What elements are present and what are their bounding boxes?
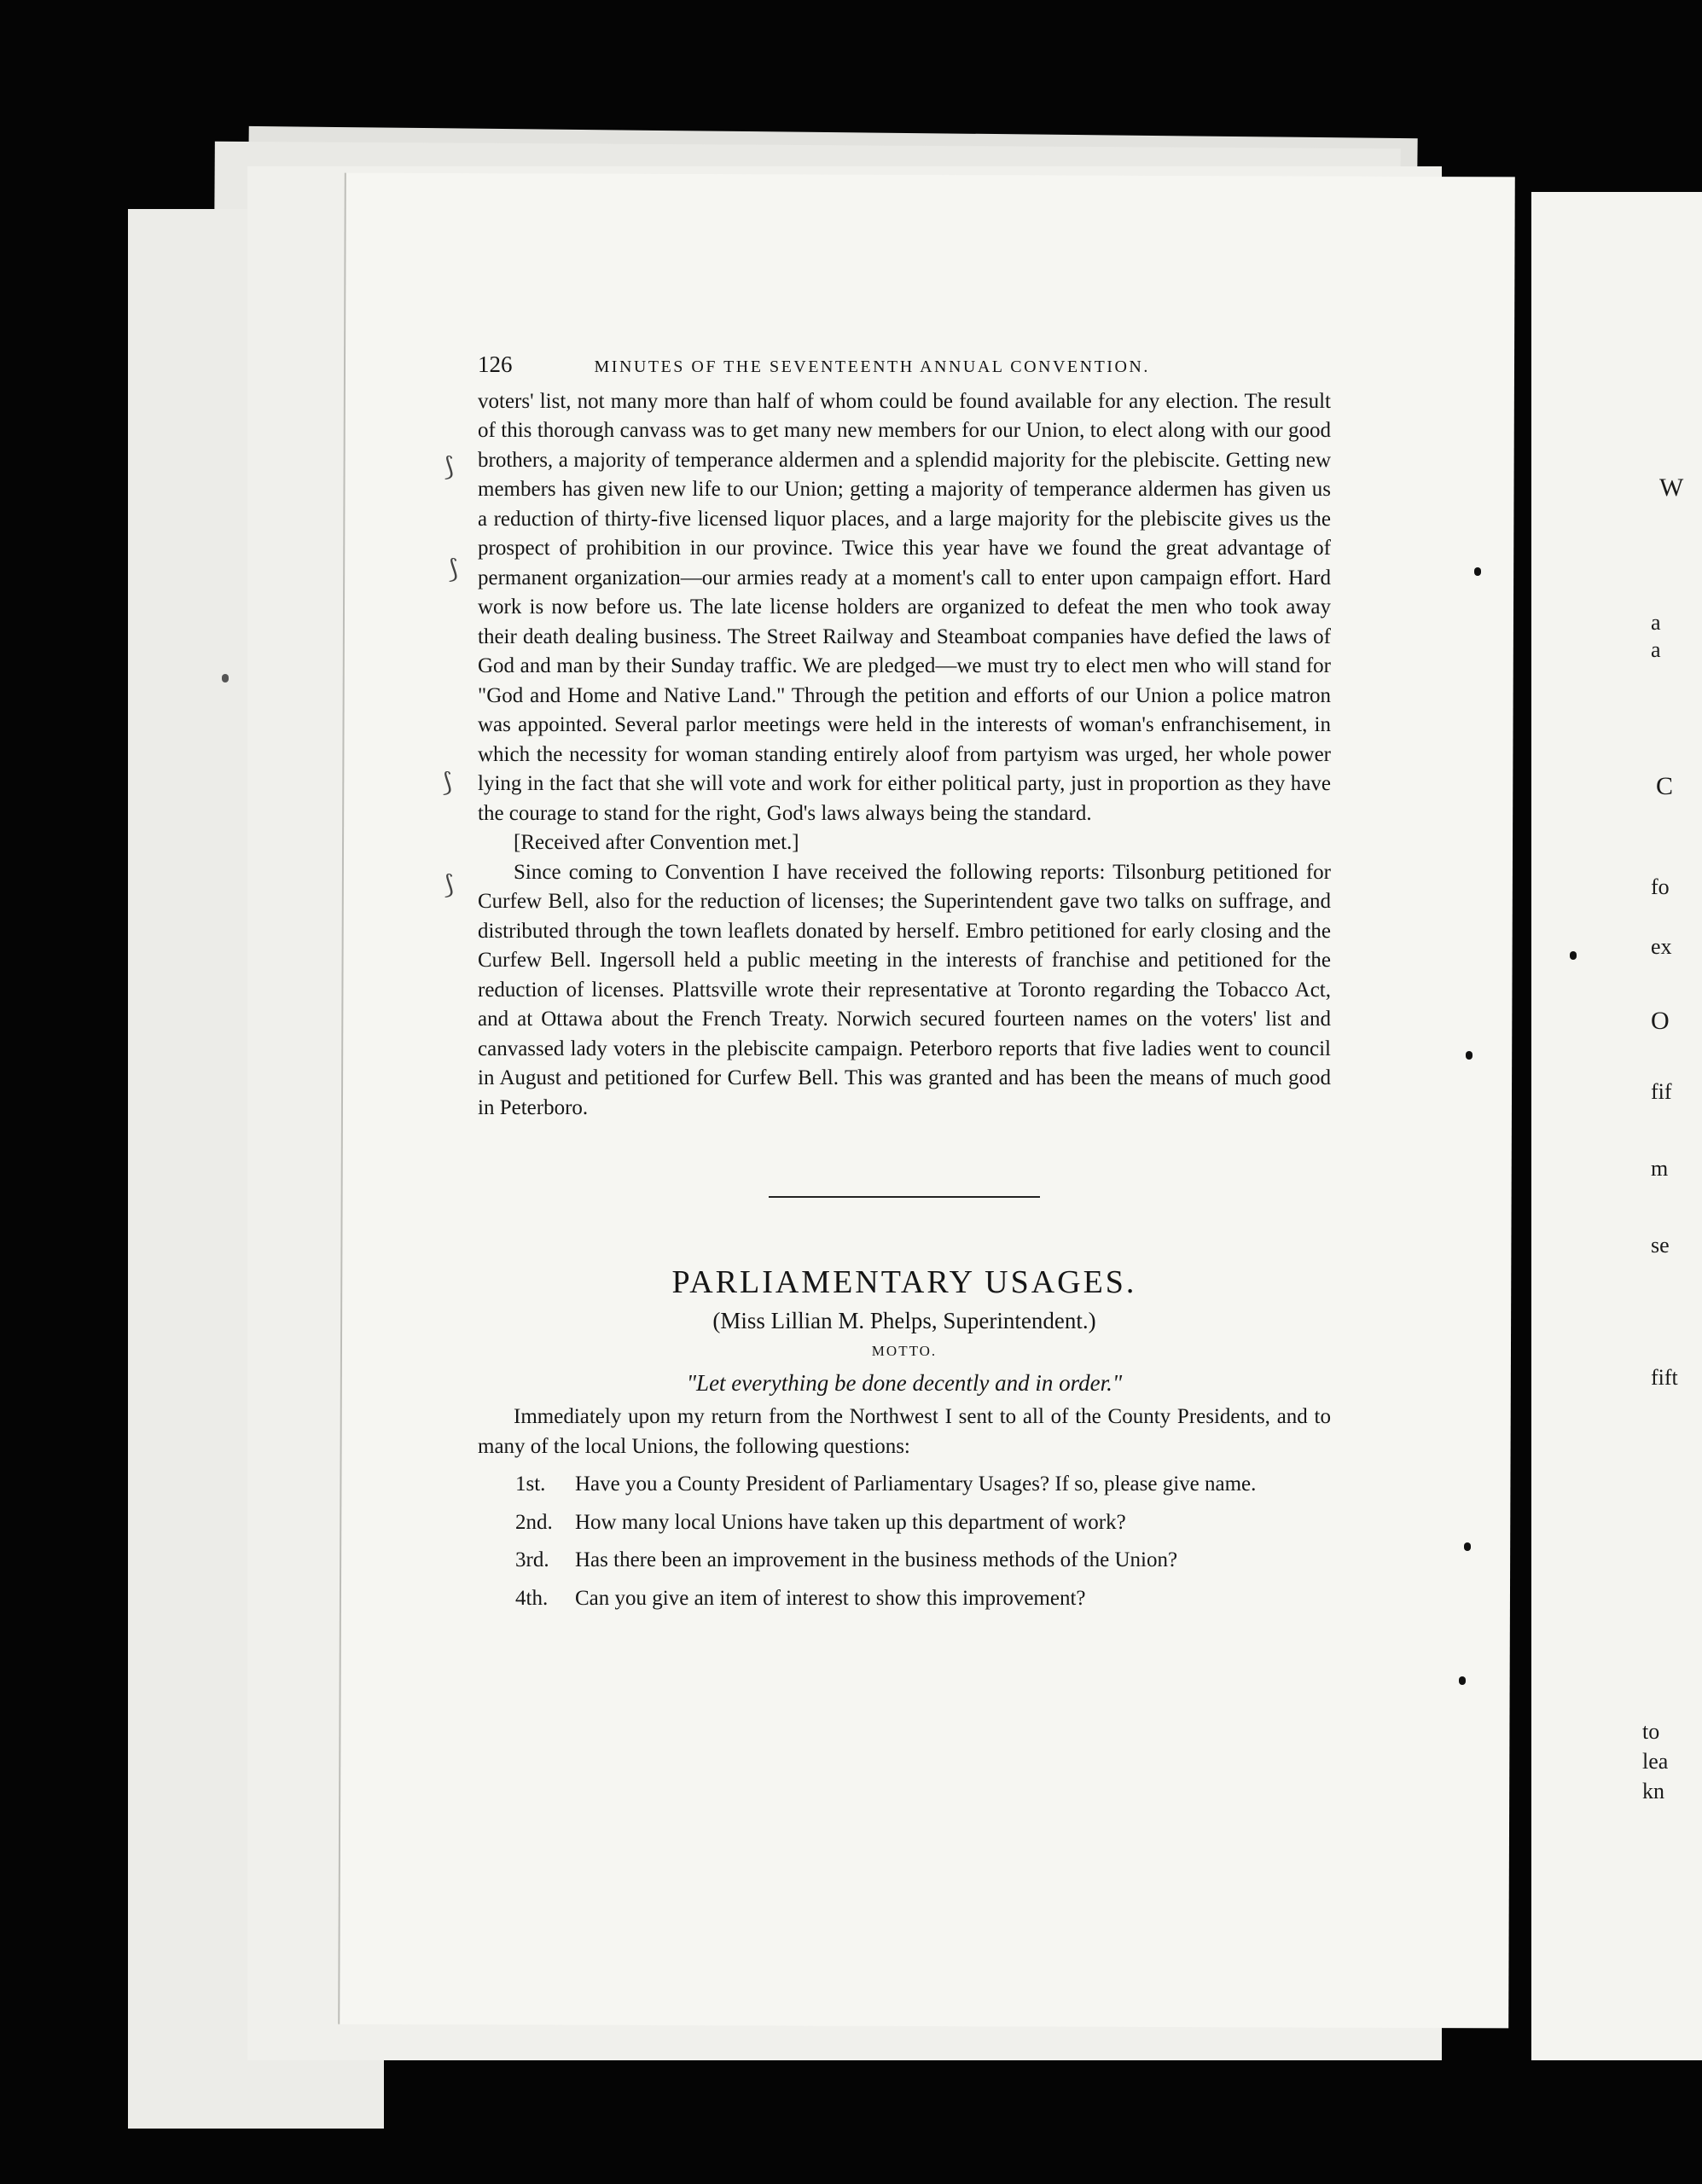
ink-speck [222,674,229,682]
question-text: Have you a County President of Parliamentary Usages? If so, please give name. [575,1472,1257,1496]
section-divider [769,1196,1040,1198]
facing-fragment: lea [1642,1749,1669,1774]
question-item [478,1584,1331,1614]
question-item [478,1546,1331,1576]
ink-speck [1464,1542,1471,1551]
question-number: 1st. [515,1472,546,1496]
ink-speck [1466,1051,1473,1060]
margin-mark: ⟆ [444,453,454,481]
facing-fragment: C [1656,772,1674,800]
facing-fragment: m [1651,1156,1669,1181]
facing-fragment: ex [1651,934,1672,959]
ink-speck [1459,1676,1466,1685]
facing-fragment: to [1642,1719,1660,1744]
question-text: Has there been an improvement in the business methods of the Union? [575,1548,1178,1571]
page-header [478,350,1331,382]
section-superintendent: (Miss Lillian M. Phelps, Superintendent.) [712,1307,1096,1333]
margin-mark: ⟆ [448,555,458,584]
ink-speck [1474,567,1481,576]
question-number: 2nd. [515,1510,553,1534]
facing-fragment: se [1651,1233,1670,1258]
question-text: How many local Unions have taken up this department of work? [575,1510,1126,1534]
ink-speck [1570,951,1577,960]
margin-mark: ⟆ [444,871,454,899]
report-paragraph: voters' list, not many more than half of whom could be found available for any election. The result of this thorough canvass was to get many new members for our Union, to elect along with our good brothers, a majority of temperance aldermen and a splendid majority for the plebiscite. Getting new members has given new life to our Union; getting a majority of temperance aldermen has given us a reduction of thirty-five licensed liquor places, and a large majority for the plebiscite gives us the prospect of prohibition in our province. Twice this year have we found the great advantage of permanent organization—our armies ready at a moment's call to enter upon campaign effort. Hard work is now before us. The late license holders are organized to defeat the men who took away their death dealing business. The Street Railway and Steamboat companies have defied the laws of God and man by their Sunday traffic. We are pledged—we must try to elect men who will stand for "God and Home and Native Land." Through the petition and efforts of our Union a police matron was appointed. Several parlor meetings were held in the interests of woman's enfranchisement, in which the necessity for woman standing entirely aloof from partyism was urged, her whole power lying in the fact that she will vote and work for either political party, just in proportion as they have the courage to stand for the right, God's laws always being the standard. [478,389,1331,825]
question-number: 4th. [515,1586,549,1610]
facing-fragment: O [1651,1007,1670,1035]
question-item [478,1508,1331,1538]
question-item [478,1470,1331,1500]
section-intro: Immediately upon my return from the Northwest I sent to all of the County Presidents, and to many of the local Unions, the following questions: [478,1405,1331,1458]
report-paragraph: Since coming to Convention I have received the following reports: Tilsonburg petitioned for Curfew Bell, also for the reduction of licenses; the Superintendent gave two talks on suffrage, and distributed through the town leaflets donated by herself. Embro petitioned for early closing and the Curfew Bell. Ingersoll held a public meeting in the interests of franchise and petitioned for the reduction of licenses. Plattsville wrote their representative at Toronto regarding the Tobacco Act, and at Ottawa about the French Treaty. Norwich secured fourteen names on the voters' list and canvassed lady voters in the plebiscite campaign. Peterboro reports that five ladies went to council in August and petitioned for Curfew Bell. This was granted and has been the means of much good in Peterboro. [478,860,1331,1119]
question-text: Can you give an item of interest to show this improvement? [575,1586,1086,1610]
report-note: [Received after Convention met.] [514,831,799,854]
motto: "Let everything be done decently and in order." [686,1369,1123,1396]
facing-fragment: fo [1651,874,1670,899]
facing-fragment: fift [1651,1365,1678,1390]
facing-fragment: a [1651,610,1661,635]
facing-fragment: W [1659,473,1684,502]
page-number: 126 [478,351,513,377]
facing-fragment: kn [1642,1779,1664,1804]
facing-fragment: a [1651,637,1661,662]
facing-fragment: fif [1651,1079,1672,1104]
motto-label: MOTTO. [871,1343,938,1359]
page-content [478,350,1331,1618]
facing-page [1531,192,1702,2060]
section-title: PARLIAMENTARY USAGES. [671,1264,1137,1300]
running-head: MINUTES OF THE SEVENTEENTH ANNUAL CONVENTION. [594,357,1150,376]
margin-mark: ⟆ [442,769,452,797]
question-number: 3rd. [515,1548,549,1571]
